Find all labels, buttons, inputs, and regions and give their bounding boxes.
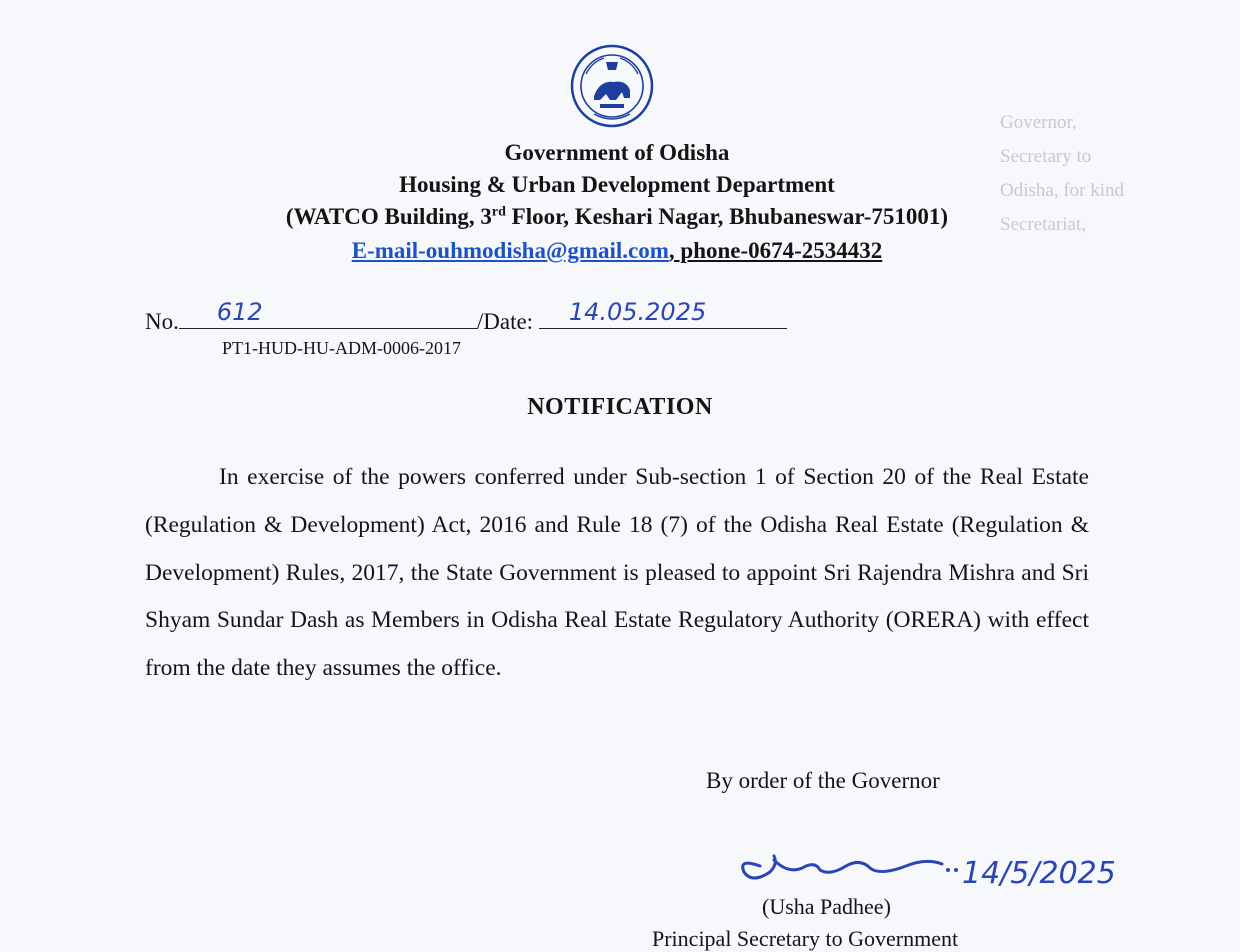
bleed-through-text: Secretary to bbox=[1000, 146, 1092, 167]
bleed-through-text: Odisha, for kind bbox=[1000, 180, 1125, 201]
no-label: No. bbox=[145, 309, 179, 334]
handwritten-number: 612 bbox=[216, 298, 263, 326]
bleed-through-text bbox=[145, 690, 150, 712]
contact-line bbox=[0, 238, 1237, 264]
department-address: (WATCO Building, 3rd Floor, Keshari Nagar, Bhubaneswar-751001) bbox=[285, 204, 949, 229]
government-name: Government of Odisha bbox=[504, 140, 730, 165]
no-blank bbox=[179, 298, 477, 329]
notification-title: NOTIFICATION bbox=[527, 394, 713, 420]
notification-paragraph: In exercise of the powers conferred under Sub-section 1 of Section 20 of the Real Estate (Regulation & Development) Act, 2016 and Rule 18 (7) of the Odisha Real Estate (Regulation & Development) Rules, 2017, the State Government is pleased to appoint Sri Rajendra Mishra and Sri Shyam Sundar Dash as Members in Odisha Real Estate Regulatory Authority (ORERA) with effect from the date they assumes the office. bbox=[145, 464, 1089, 682]
signature-date: 14/5/2025 bbox=[962, 856, 1116, 891]
phone-number: , phone-0674-2534432 bbox=[668, 238, 883, 263]
email-link[interactable]: E-mail-ouhmodisha@gmail.com bbox=[351, 238, 669, 263]
by-order-line: By order of the Governor bbox=[706, 768, 940, 793]
bleed-through-text: Secretariat, bbox=[1000, 214, 1086, 235]
department-name: Housing & Urban Development Department bbox=[399, 172, 835, 197]
date-label: /Date: bbox=[476, 309, 534, 334]
handwritten-date: 14.05.2025 bbox=[568, 298, 707, 326]
date-blank bbox=[539, 298, 787, 329]
notification-body bbox=[145, 454, 1089, 693]
reference-line bbox=[145, 298, 787, 335]
file-number: PT1-HUD-HU-ADM-0006-2017 bbox=[222, 338, 461, 358]
signatory-name: (Usha Padhee) bbox=[762, 894, 891, 919]
bleed-through-text: Governor, bbox=[1000, 112, 1077, 133]
signatory-designation: Principal Secretary to Government bbox=[652, 926, 959, 951]
state-emblem-icon bbox=[570, 44, 654, 128]
